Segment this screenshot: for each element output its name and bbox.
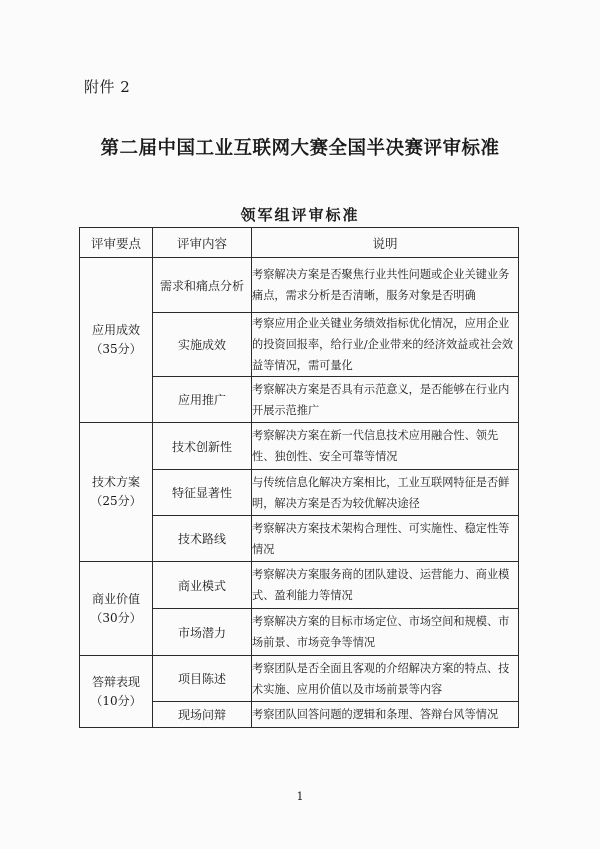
item-cell: 技术路线 <box>153 516 252 562</box>
description-cell: 考察解决方案是否聚焦行业共性问题或企业关键业务痛点，需求分析是否清晰，服务对象是否明确 <box>252 258 519 313</box>
group-cell-business <box>80 562 153 656</box>
item-cell: 技术创新性 <box>153 423 252 470</box>
header-description: 说明 <box>252 228 519 258</box>
item-cell: 特征显著性 <box>153 470 252 516</box>
item-cell: 需求和痛点分析 <box>153 258 252 313</box>
group-weight: （35分） <box>90 342 142 356</box>
page-number: 1 <box>296 790 304 803</box>
item-cell: 商业模式 <box>153 562 252 609</box>
description-cell: 考察解决方案技术架构合理性、可实施性、稳定性等情况 <box>252 516 519 562</box>
item-cell: 应用推广 <box>153 377 252 423</box>
table-row <box>80 562 519 609</box>
criteria-table <box>79 227 519 728</box>
description-cell: 考察解决方案服务商的团队建设、运营能力、商业模式、盈利能力等情况 <box>252 562 519 609</box>
group-cell-application <box>80 258 153 423</box>
item-cell: 现场问辩 <box>153 702 252 728</box>
group-cell-technology <box>80 423 153 562</box>
description-cell: 考察团队回答问题的逻辑和条理、答辩台风等情况 <box>252 702 519 728</box>
group-name: 商业价值 <box>91 591 140 606</box>
group-name: 答辩表现 <box>91 674 140 689</box>
group-weight: （10分） <box>90 693 142 708</box>
description-cell: 考察解决方案在新一代信息技术应用融合性、领先性、独创性、安全可靠等情况 <box>252 423 519 470</box>
header-content: 评审内容 <box>153 228 252 258</box>
description-cell: 考察团队是否全面且客观的介绍解决方案的特点、技术实施、应用价值以及市场前景等内容 <box>252 656 519 702</box>
group-weight: （30分） <box>90 610 142 625</box>
description-cell: 考察应用企业关键业务绩效指标优化情况，应用企业的投资回报率，给行业/企业带来的经济效益或社会效益等情况，需可量化 <box>252 313 519 377</box>
item-cell: 市场潜力 <box>153 609 252 656</box>
group-weight: （25分） <box>90 494 142 508</box>
table-row <box>80 656 519 702</box>
table-row <box>80 423 519 470</box>
group-name: 技术方案 <box>91 475 140 489</box>
item-cell: 项目陈述 <box>153 656 252 702</box>
table-header-row <box>80 228 519 258</box>
group-name: 应用成效 <box>91 323 140 337</box>
group-cell-defense <box>80 656 153 728</box>
header-key-points: 评审要点 <box>80 228 153 258</box>
item-cell: 实施成效 <box>153 313 252 377</box>
description-cell: 考察解决方案是否具有示范意义，是否能够在行业内开展示范推广 <box>252 377 519 423</box>
description-cell: 考察解决方案的目标市场定位、市场空间和规模、市场前景、市场竞争等情况 <box>252 609 519 656</box>
attachment-label: 附件 2 <box>84 78 131 96</box>
table-row <box>80 258 519 313</box>
document-subtitle: 领军组评审标准 <box>240 206 360 224</box>
document-title: 第二届中国工业互联网大赛全国半决赛评审标准 <box>100 138 500 159</box>
description-cell: 与传统信息化解决方案相比，工业互联网特征是否鲜明，解决方案是否为较优解决途径 <box>252 470 519 516</box>
